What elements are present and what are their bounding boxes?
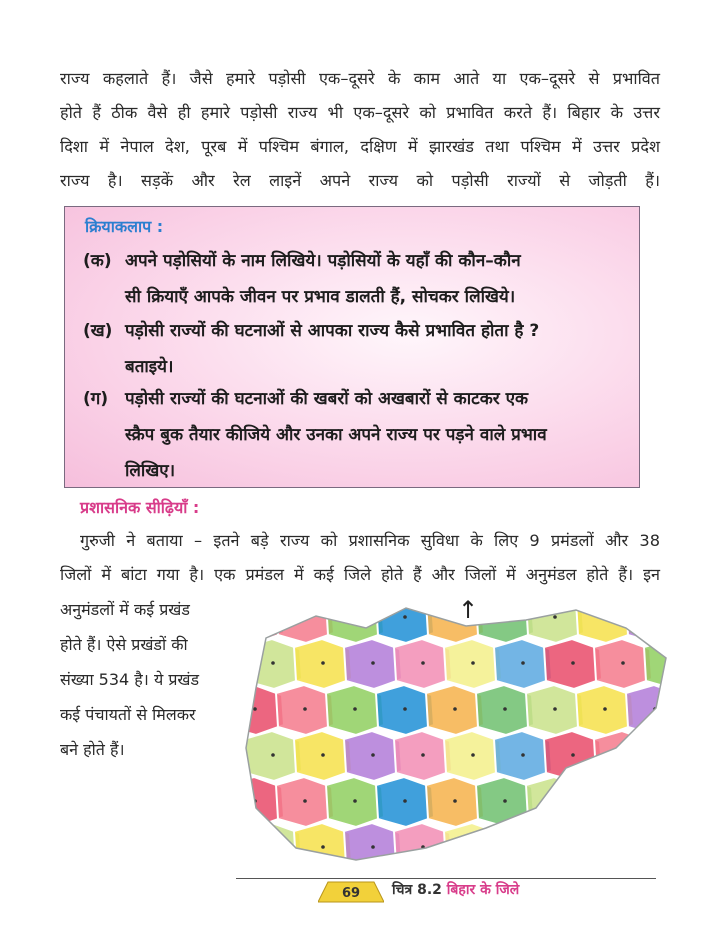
activity-item-line: अपने पड़ोसियों के नाम लिखिये। पड़ोसियों के यहाँ की कौन–कौन	[125, 251, 521, 271]
district-dot	[253, 707, 257, 711]
district-dot	[353, 707, 357, 711]
side-paragraph	[60, 592, 232, 767]
district-dot	[503, 615, 507, 619]
intro-line-2: होते हैं ठीक वैसे ही हमारे पड़ोसी राज्य भी एक–दूसरे को प्रभावित करते हैं। बिहार के उत्तर	[60, 103, 660, 122]
district-dot	[321, 845, 325, 849]
district-dot	[271, 661, 275, 665]
activity-item-line: स्क्रैप बुक तैयार कीजिये और उनका अपने राज्य पर पड़ने वाले प्रभाव	[125, 425, 547, 445]
district-region	[236, 598, 284, 643]
figure-number: चित्र 8.2	[392, 882, 442, 898]
district-dot	[471, 753, 475, 757]
district-region	[594, 731, 652, 781]
district-region	[626, 777, 676, 827]
district-dot	[421, 661, 425, 665]
figure-caption	[392, 880, 519, 899]
up-arrow-icon: ↑	[458, 596, 479, 624]
district-dot	[371, 845, 375, 849]
district-region	[644, 731, 676, 781]
activity-box	[64, 206, 640, 488]
page-number: 69	[341, 886, 361, 901]
district-dot	[603, 799, 607, 803]
district-dot	[353, 615, 357, 619]
district-dot	[271, 753, 275, 757]
district-dot	[553, 615, 557, 619]
activity-item-label: (ग)	[83, 389, 109, 409]
district-dot	[553, 799, 557, 803]
district-dot	[453, 615, 457, 619]
district-region	[644, 823, 676, 868]
activity-item-label: (क)	[83, 251, 112, 271]
activity-title: क्रियाकलाप :	[85, 217, 164, 236]
district-dot	[621, 753, 625, 757]
activity-item-text	[125, 313, 623, 385]
activity-item-line: बताइये।	[125, 357, 174, 377]
footer-rule	[236, 878, 656, 879]
activity-item-line: लिखिए।	[125, 461, 176, 481]
district-region	[626, 685, 676, 735]
intro-line-3: दिशा में नेपाल देश, पूरब में पश्चिम बंगाल, दक्षिण में झारखंड तथा पश्चिम में उत्तर प्रदेश	[60, 137, 660, 156]
district-region	[526, 777, 584, 827]
side-line: बने होते हैं।	[60, 740, 125, 759]
district-dot	[603, 615, 607, 619]
district-region	[376, 598, 434, 643]
district-dot	[421, 753, 425, 757]
district-dot	[621, 661, 625, 665]
admin-line-1: गुरुजी ने बताया – इतने बड़े राज्य को प्रशासनिक सुविधा के लिए 9 प्रमंडलों और 38	[80, 531, 660, 550]
side-line: संख्या 534 है। ये प्रखंड	[60, 670, 200, 689]
activity-item-line: पड़ोसी राज्यों की घटनाओं से आपका राज्य कैसे प्रभावित होता है ?	[125, 321, 540, 341]
district-region	[444, 823, 502, 868]
district-region	[644, 639, 676, 689]
side-line: होते हैं। ऐसे प्रखंडों की	[60, 635, 188, 654]
district-dot	[403, 707, 407, 711]
district-dot	[353, 799, 357, 803]
intro-line-4: राज्य है। सड़कें और रेल लाइनें अपने राज्य को पड़ोसी राज्यों से जोड़ती हैं।	[60, 171, 660, 190]
district-dot	[521, 845, 525, 849]
district-dot	[571, 661, 575, 665]
activity-item-label: (ख)	[83, 321, 113, 341]
district-dot	[603, 707, 607, 711]
district-dot	[571, 753, 575, 757]
district-dot	[403, 799, 407, 803]
side-line: कई पंचायतों से मिलकर	[60, 705, 196, 724]
district-region	[426, 598, 484, 643]
figure-title: बिहार के जिले	[446, 882, 520, 898]
district-region	[626, 598, 676, 643]
side-line: अनुमंडलों में कई प्रखंड	[60, 600, 190, 619]
district-dot	[671, 661, 675, 665]
district-dot	[303, 707, 307, 711]
intro-line-1: राज्य कहलाते हैं। जैसे हमारे पड़ोसी एक–दूसरे के काम आते या एक–दूसरे से प्रभावित	[60, 69, 660, 88]
district-dot	[621, 845, 625, 849]
district-dot	[253, 615, 257, 619]
bihar-districts-map	[236, 598, 676, 868]
district-dot	[303, 799, 307, 803]
activity-item-text	[125, 381, 623, 489]
district-dot	[503, 799, 507, 803]
section-heading: प्रशासनिक सीढ़ियाँ :	[80, 498, 200, 517]
district-region	[544, 823, 602, 868]
admin-line-2: जिलों में बांटा गया है। एक प्रमंडल में कई जिले होते हैं और जिलों में अनुमंडल होते हैं। इन	[60, 565, 660, 584]
district-dot	[521, 661, 525, 665]
district-dot	[671, 845, 675, 849]
district-dot	[471, 845, 475, 849]
district-dot	[453, 799, 457, 803]
activity-item-text	[125, 243, 623, 315]
district-dot	[671, 753, 675, 757]
district-dot	[653, 799, 657, 803]
district-region	[576, 777, 634, 827]
district-dot	[503, 707, 507, 711]
district-dot	[453, 707, 457, 711]
district-dot	[371, 753, 375, 757]
district-region	[526, 598, 584, 643]
district-region	[494, 823, 552, 868]
activity-item-line: सी क्रियाएँ आपके जीवन पर प्रभाव डालती हैं, सोचकर लिखिये।	[125, 287, 516, 307]
district-dot	[571, 845, 575, 849]
district-dot	[321, 661, 325, 665]
district-dot	[271, 845, 275, 849]
district-dot	[553, 707, 557, 711]
district-dot	[653, 615, 657, 619]
district-dot	[471, 661, 475, 665]
district-dot	[403, 615, 407, 619]
district-dot	[371, 661, 375, 665]
district-dot	[303, 615, 307, 619]
district-region	[594, 823, 652, 868]
admin-paragraph	[60, 524, 660, 592]
map-regions	[236, 598, 676, 868]
district-dot	[321, 753, 325, 757]
district-dot	[521, 753, 525, 757]
activity-item-line: पड़ोसी राज्यों की घटनाओं की खबरों को अखबारों से काटकर एक	[125, 389, 529, 409]
intro-paragraph	[60, 62, 660, 198]
